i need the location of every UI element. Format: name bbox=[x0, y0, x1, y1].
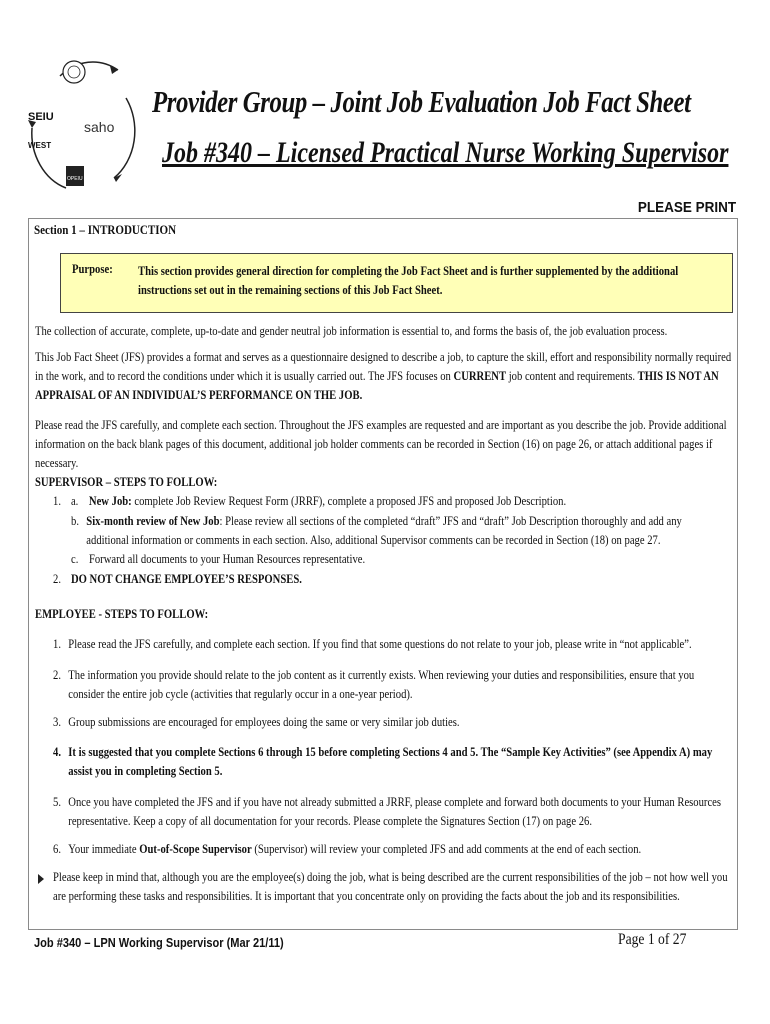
p2-current: CURRENT bbox=[453, 369, 507, 383]
p2-text-b: and to record the conditions under which it is usually carried out. The JFS focuses on bbox=[88, 369, 454, 383]
six-month-text: : Please review all sections of the completed “draft” JFS and “draft” Job Description thoroughly and add any additional information or comments in each section. Also, additional Supervisor comments can be recorded in Section (18) on page 27. bbox=[86, 514, 682, 547]
employee-item-text: Your immediate bbox=[68, 842, 140, 856]
item-marker: a. bbox=[70, 494, 79, 508]
intro-paragraph-3: Please read the JFS carefully, and complete each section. Throughout the JFS examples are requested and are important as you describe the job. Provide additional information on the back blank pages of this document, additional job holder comments can be recorded in Section (16) on page 26, or attach additional pages if necessary. bbox=[35, 418, 727, 470]
employee-item-text: It is suggested that you complete Sections 6 through 15 before completing Sections 4 and 5. The “Sample Key Activities” (see Appendix A) may assist you in completing Section 5. bbox=[68, 745, 713, 778]
employee-item-text: Once you have completed the JFS and if you have not already submitted a JRRF, please complete and forward both documents to your Human Resources representative. Keep a copy of all documentation for your records. Please complete the Signatures Section (17) on page 26. bbox=[68, 795, 722, 828]
p2-not-appraisal: THIS IS NOT AN APPRAISAL OF AN INDIVIDUAL’S PERFORMANCE ON THE JOB. bbox=[35, 369, 719, 402]
purpose-text: This section provides general direction for completing the Job Fact Sheet and is further supplemented by the additional instructions set out in the remaining sections of this Job Fact Sheet. bbox=[138, 264, 679, 297]
section-heading: Section 1 – INTRODUCTION bbox=[34, 222, 177, 237]
do-not-change-text: DO NOT CHANGE EMPLOYEE’S RESPONSES. bbox=[70, 572, 302, 586]
employee-item-4 bbox=[53, 743, 725, 781]
seiu-logo-text: SEIU bbox=[28, 111, 54, 123]
seal-icon bbox=[63, 61, 85, 83]
item-number: 1. bbox=[53, 494, 61, 508]
supervisor-item-1b bbox=[71, 512, 717, 550]
employee-item-2 bbox=[53, 666, 725, 704]
employee-item-text: The information you provide should relate to the job content as it currently exists. When reviewing your duties and responsibilities, ensure that you consider the entire job cycle (activities that regularly occur in a one-year period). bbox=[68, 668, 695, 701]
supervisor-item-1a bbox=[53, 492, 725, 511]
opeiu-logo-text: OPEIU bbox=[67, 176, 83, 182]
new-job-label: New Job: bbox=[88, 494, 132, 508]
item-marker: b. bbox=[71, 514, 79, 528]
item-number: 5. bbox=[53, 795, 61, 809]
footer-page-number: Page 1 of 27 bbox=[618, 931, 687, 948]
bullet-arrow-icon bbox=[38, 874, 44, 884]
document-title: Provider Group – Joint Job Evaluation Job Fact Sheet bbox=[152, 84, 691, 119]
item-number: 2. bbox=[53, 572, 61, 586]
intro-paragraph-1: The collection of accurate, complete, up-to-date and gender neutral job information is essential to, and forms the basis of, the job evaluation process. bbox=[35, 324, 668, 338]
document-subtitle: Job #340 – Licensed Practical Nurse Working Supervisor bbox=[162, 136, 729, 169]
please-print-label: PLEASE PRINT bbox=[637, 199, 736, 216]
new-job-text: complete Job Review Request Form (JRRF), complete a proposed JFS and proposed Job Description. bbox=[131, 494, 567, 508]
purpose-box bbox=[60, 253, 733, 313]
employee-item-6 bbox=[53, 840, 725, 859]
employee-item-1 bbox=[53, 635, 725, 654]
footer-job-reference: Job #340 – LPN Working Supervisor (Mar 21/11) bbox=[34, 935, 284, 950]
six-month-label: Six-month review of New Job bbox=[86, 514, 220, 528]
west-logo-text: WEST bbox=[28, 141, 52, 150]
employee-item-3 bbox=[53, 713, 725, 732]
p2-text-c: job content and requirements. bbox=[506, 369, 638, 383]
union-logos-graphic bbox=[26, 58, 138, 196]
forward-text: Forward all documents to your Human Resources representative. bbox=[88, 552, 366, 566]
item-marker: c. bbox=[71, 552, 79, 566]
employee-note: Please keep in mind that, although you are the employee(s) doing the job, what is being described are the current responsibilities of the job – not how well you are performing these tasks and responsibilities. It is important that you concentrate only on providing the facts about the job and its responsibilities. bbox=[53, 870, 728, 903]
item-number: 4. bbox=[53, 745, 61, 759]
purpose-label: Purpose: bbox=[72, 262, 113, 276]
saho-logo-text: saho bbox=[84, 119, 115, 135]
item-number: 1. bbox=[53, 637, 61, 651]
supervisor-item-2 bbox=[53, 570, 725, 589]
employee-item-text: Please read the JFS carefully, and complete each section. If you find that some questions do not relate to your job, please write in “not applicable”. bbox=[68, 637, 692, 651]
item-number: 6. bbox=[53, 842, 61, 856]
employee-item-text: Group submissions are encouraged for employees doing the same or very similar job duties. bbox=[68, 715, 460, 729]
employee-item-text: (Supervisor) will review your completed JFS and add comments at the end of each section. bbox=[251, 842, 642, 856]
p2-text-a: This Job Fact Sheet (JFS) provides a format and serves as a questionnaire designed to describe a job, to capture the skill, effort and responsibility normally required in the work, bbox=[35, 350, 732, 383]
supervisor-item-1c bbox=[71, 550, 743, 569]
employee-heading: EMPLOYEE - STEPS TO FOLLOW: bbox=[35, 607, 209, 621]
item-number: 2. bbox=[53, 668, 61, 682]
supervisor-heading: SUPERVISOR – STEPS TO FOLLOW: bbox=[35, 475, 218, 489]
item-number: 3. bbox=[53, 715, 61, 729]
employee-item-5 bbox=[53, 793, 725, 831]
intro-paragraph-2 bbox=[35, 348, 732, 405]
out-of-scope-label: Out-of-Scope Supervisor bbox=[139, 842, 252, 856]
